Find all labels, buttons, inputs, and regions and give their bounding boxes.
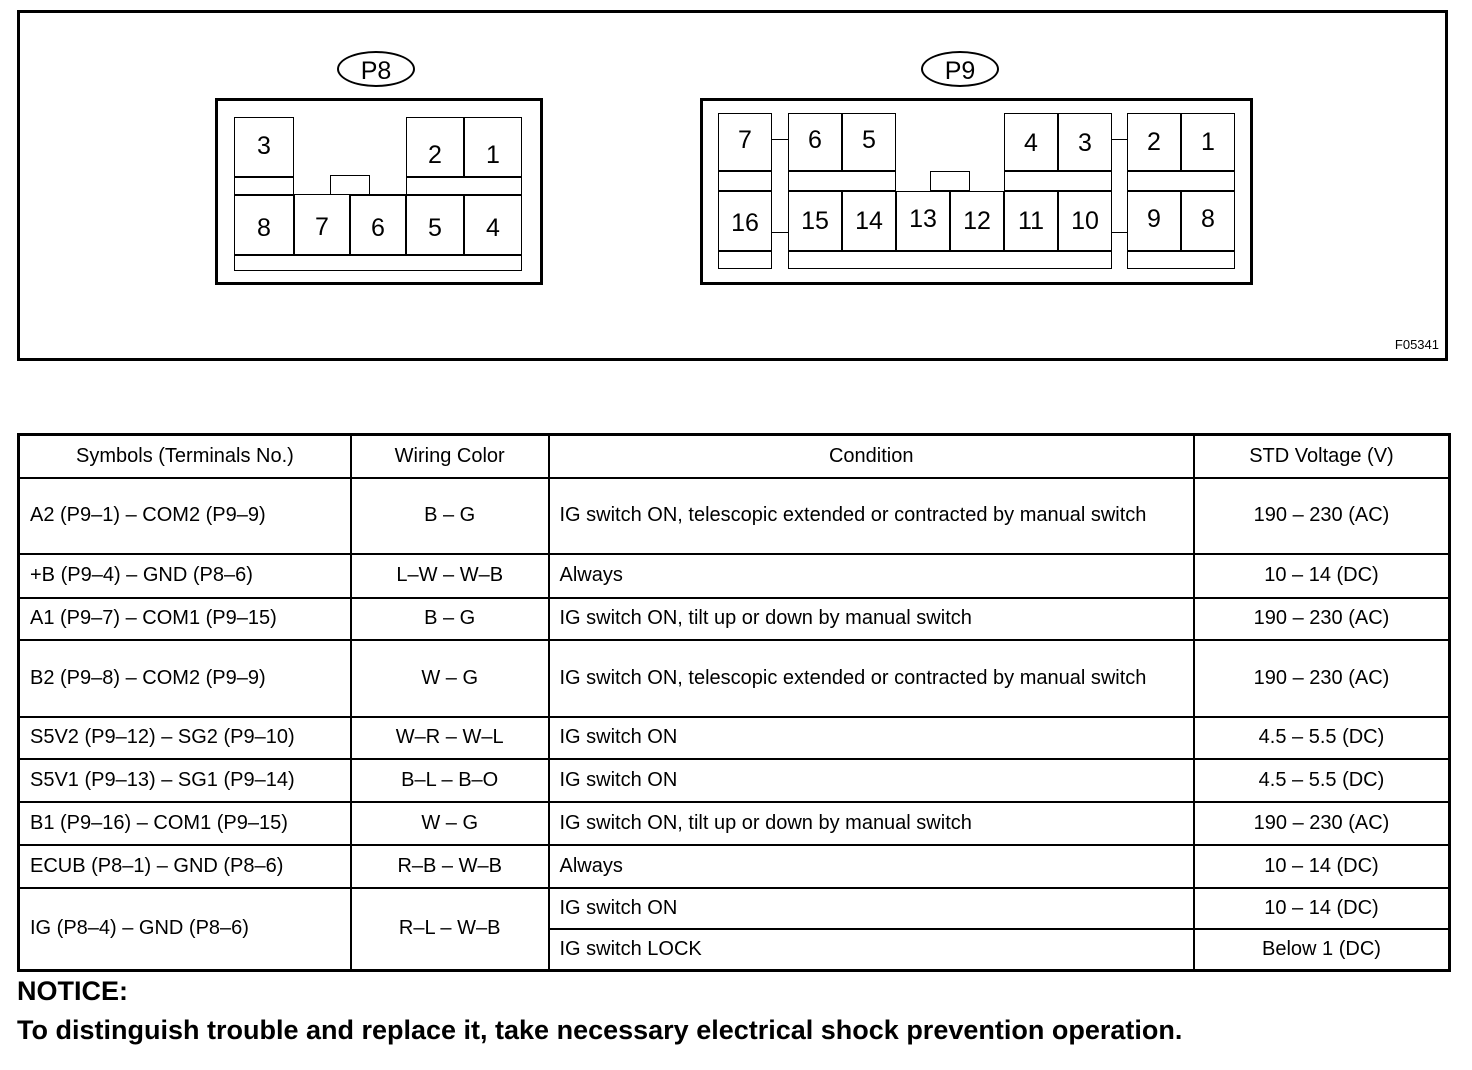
p8-pin-ledge: [234, 177, 294, 195]
p9-pin-12: 12: [950, 191, 1004, 251]
cell-condition: IG switch ON, telescopic extended or contracted by manual switch: [549, 640, 1194, 717]
p9-pin-9: 9: [1127, 191, 1181, 251]
table-row: [19, 598, 1450, 640]
cell-voltage: 190 – 230 (AC): [1194, 802, 1450, 845]
p9-pin-ledge: [718, 251, 772, 269]
cell-symbol: +B (P9–4) – GND (P8–6): [19, 554, 351, 598]
p8-pin-ledge: [406, 177, 522, 195]
connector-diagram: [17, 10, 1448, 361]
p9-key: [930, 171, 970, 191]
p8-key: [330, 175, 370, 195]
p8-pin-6: 6: [350, 195, 406, 255]
cell-wiring-color: B – G: [351, 478, 549, 554]
p8-pin-1: 1: [464, 117, 522, 177]
notice-text: To distinguish trouble and replace it, take necessary electrical shock prevention operation.: [17, 1015, 1183, 1045]
p9-pin-7: 7: [718, 113, 772, 171]
cell-wiring-color: R–L – W–B: [351, 888, 549, 971]
table-row: [19, 759, 1450, 802]
p8-pin-2: 2: [406, 117, 464, 177]
p9-pin-3: 3: [1058, 113, 1112, 171]
p8-bottom-ledge: [234, 255, 522, 271]
cell-voltage: Below 1 (DC): [1194, 929, 1450, 971]
p9-pin-1: 1: [1181, 113, 1235, 171]
cell-voltage: 4.5 – 5.5 (DC): [1194, 759, 1450, 802]
table-header-row: [19, 435, 1450, 478]
p9-pin-5: 5: [842, 113, 896, 171]
cell-condition: IG switch ON, tilt up or down by manual switch: [549, 802, 1194, 845]
p9-pin-ledge: [1127, 251, 1235, 269]
voltage-spec-table: [17, 433, 1451, 972]
cell-wiring-color: B–L – B–O: [351, 759, 549, 802]
p9-connector-housing: [700, 98, 1253, 285]
table-row: [19, 478, 1450, 554]
cell-wiring-color: L–W – W–B: [351, 554, 549, 598]
p9-pin-14: 14: [842, 191, 896, 251]
p8-pin-3: 3: [234, 117, 294, 177]
p8-pin-7: 7: [294, 195, 350, 255]
cell-symbol: A1 (P9–7) – COM1 (P9–15): [19, 598, 351, 640]
p9-pin-4: 4: [1004, 113, 1058, 171]
cell-symbol: ECUB (P8–1) – GND (P8–6): [19, 845, 351, 888]
table-row: [19, 640, 1450, 717]
p9-latch-left: [772, 139, 788, 233]
cell-symbol: B2 (P9–8) – COM2 (P9–9): [19, 640, 351, 717]
cell-voltage: 190 – 230 (AC): [1194, 640, 1450, 717]
cell-condition: Always: [549, 845, 1194, 888]
p9-pin-ledge: [788, 171, 896, 191]
cell-symbol: S5V2 (P9–12) – SG2 (P9–10): [19, 717, 351, 759]
cell-voltage: 10 – 14 (DC): [1194, 888, 1450, 929]
p9-pin-ledge: [1127, 171, 1235, 191]
notice-title: NOTICE:: [17, 976, 128, 1006]
p9-pin-15: 15: [788, 191, 842, 251]
cell-voltage: 10 – 14 (DC): [1194, 845, 1450, 888]
p8-pin-8: 8: [234, 195, 294, 255]
cell-voltage: 10 – 14 (DC): [1194, 554, 1450, 598]
cell-voltage: 4.5 – 5.5 (DC): [1194, 717, 1450, 759]
p9-pin-10: 10: [1058, 191, 1112, 251]
p9-pin-2: 2: [1127, 113, 1181, 171]
cell-condition: IG switch ON: [549, 717, 1194, 759]
cell-condition: IG switch ON, tilt up or down by manual switch: [549, 598, 1194, 640]
cell-symbol: B1 (P9–16) – COM1 (P9–15): [19, 802, 351, 845]
cell-symbol: IG (P8–4) – GND (P8–6): [19, 888, 351, 971]
p8-pin-5: 5: [406, 195, 464, 255]
p9-pin-ledge: [718, 171, 772, 191]
table-row: [19, 845, 1450, 888]
cell-wiring-color: B – G: [351, 598, 549, 640]
col-header-condition: Condition: [549, 435, 1194, 478]
col-header-std-voltage: STD Voltage (V): [1194, 435, 1450, 478]
figure-id: F05341: [1394, 337, 1439, 352]
cell-condition: IG switch LOCK: [549, 929, 1194, 971]
p9-connector-label: P9: [921, 51, 999, 87]
table-row: [19, 717, 1450, 759]
p9-pin-13: 13: [896, 191, 950, 251]
p8-connector-label: P8: [337, 51, 415, 87]
p8-connector-housing: [215, 98, 543, 285]
p9-latch-right: [1112, 139, 1127, 233]
cell-condition: IG switch ON, telescopic extended or contracted by manual switch: [549, 478, 1194, 554]
cell-wiring-color: W – G: [351, 802, 549, 845]
table-row: [19, 802, 1450, 845]
col-header-symbols: Symbols (Terminals No.): [19, 435, 351, 478]
p9-bottom-ledge: [788, 251, 1112, 269]
col-header-wiring-color: Wiring Color: [351, 435, 549, 478]
cell-symbol: A2 (P9–1) – COM2 (P9–9): [19, 478, 351, 554]
table-row: [19, 554, 1450, 598]
cell-wiring-color: W–R – W–L: [351, 717, 549, 759]
cell-wiring-color: W – G: [351, 640, 549, 717]
p9-pin-ledge: [1004, 171, 1112, 191]
p9-pin-11: 11: [1004, 191, 1058, 251]
cell-wiring-color: R–B – W–B: [351, 845, 549, 888]
p9-pin-8: 8: [1181, 191, 1235, 251]
p8-pin-4: 4: [464, 195, 522, 255]
table-row: [19, 888, 1450, 929]
p9-pin-6: 6: [788, 113, 842, 171]
p9-pin-16: 16: [718, 191, 772, 251]
cell-voltage: 190 – 230 (AC): [1194, 478, 1450, 554]
cell-condition: Always: [549, 554, 1194, 598]
cell-condition: IG switch ON: [549, 888, 1194, 929]
cell-voltage: 190 – 230 (AC): [1194, 598, 1450, 640]
cell-symbol: S5V1 (P9–13) – SG1 (P9–14): [19, 759, 351, 802]
cell-condition: IG switch ON: [549, 759, 1194, 802]
